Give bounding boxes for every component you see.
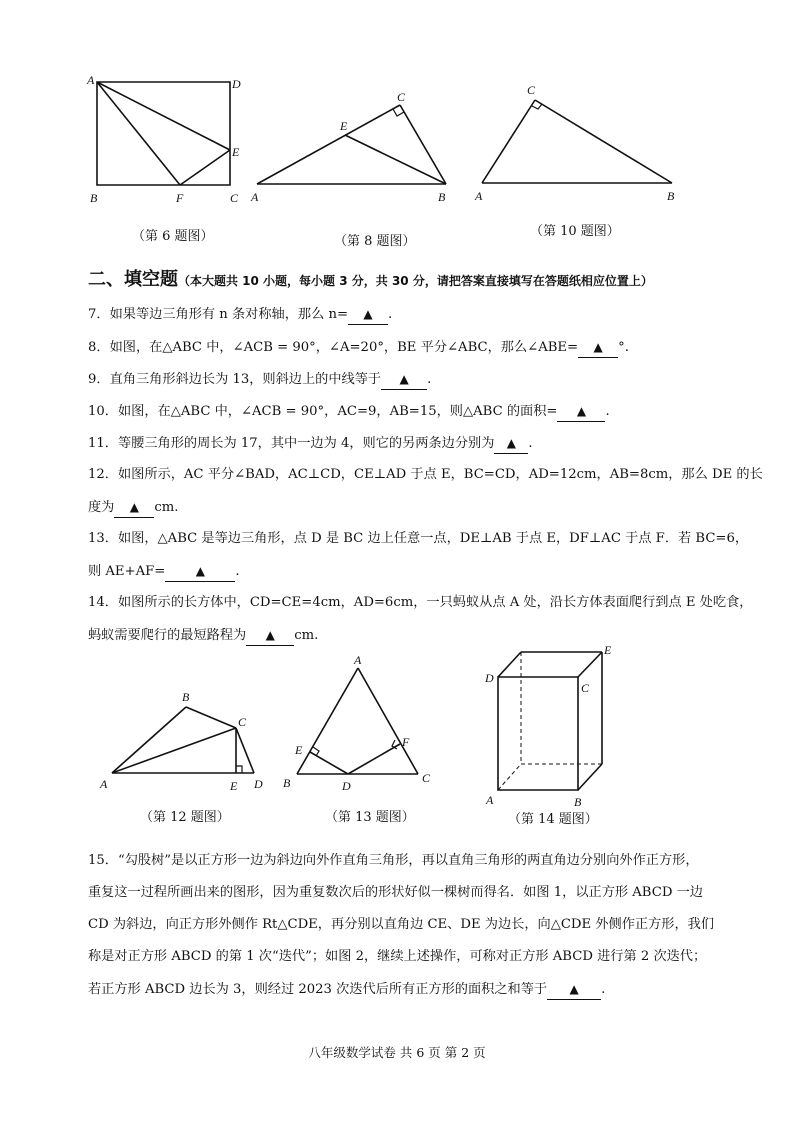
label-F: F — [176, 191, 184, 205]
label-A: A — [251, 190, 259, 204]
figure-12-diagram — [96, 690, 276, 798]
answer-blank-14[interactable] — [246, 626, 294, 646]
question-9-text: 9．直角三角形斜边长为 13，则斜边上的中线等于 — [88, 372, 382, 387]
label-D: D — [254, 777, 263, 791]
question-14 — [88, 594, 752, 612]
label-B: B — [667, 189, 675, 203]
label-E: E — [604, 643, 612, 657]
answer-mark: ▲ — [576, 404, 587, 418]
label-B: B — [90, 191, 98, 205]
question-12 — [88, 466, 763, 484]
question-15-cont-4: 若正方形 ABCD 边长为 3，则经过 2023 次迭代后所有正方形的面积之和等于 ▲ . — [88, 980, 605, 1000]
question-14-unit: cm. — [294, 628, 319, 643]
question-12-unit: cm. — [154, 500, 179, 515]
label-A: A — [475, 189, 483, 203]
question-8 — [88, 338, 629, 358]
figure-14-caption: （第 14 题图） — [508, 812, 598, 827]
question-8-text: 8．如图，在△ABC 中，∠ACB = 90°，∠A=20°，BE 平分∠ABC，那么∠ABE= — [88, 340, 579, 355]
label-B: B — [283, 776, 291, 790]
question-12-cont — [88, 498, 178, 518]
question-11-text: 11．等腰三角形的周长为 17，其中一边为 4，则它的另两条边分别为 — [88, 436, 495, 451]
figure-8-caption: （第 8 题图） — [334, 234, 416, 249]
answer-blank-10[interactable] — [557, 402, 605, 422]
question-15-text-4: 称是对正方形 ABCD 的第 1 次“迭代”；如图 2，继续上述操作，可称对正方形 ABCD 进行第 2 次迭代； — [88, 949, 707, 964]
answer-blank-8[interactable] — [578, 338, 618, 358]
answer-blank-13[interactable] — [165, 562, 235, 582]
label-D: D — [232, 77, 241, 91]
label-E: E — [295, 743, 303, 757]
question-14-text: 14．如图所示的长方体中，CD=CE=4cm，AD=6cm，一只蚂蚁从点 A 处，沿长方体表面爬行到点 E 处吃食， — [88, 595, 753, 610]
question-13-text: 13．如图，△ABC 是等边三角形，点 D 是 BC 边上任意一点，DE⊥AB 于点 E，DF⊥AC 于点 F．若 BC=6， — [88, 531, 749, 546]
label-D: D — [342, 779, 351, 793]
question-11: 11．等腰三角形的周长为 17，其中一边为 4，则它的另两条边分别为 ▲ . — [88, 434, 533, 454]
answer-blank-12[interactable] — [114, 498, 154, 518]
question-15-cont-3 — [88, 948, 706, 966]
question-14-text-2: 蚂蚁需要爬行的最短路程为 — [88, 628, 247, 643]
figure-6-caption: （第 6 题图） — [132, 229, 214, 244]
question-12-text-2: 度为 — [88, 500, 115, 515]
answer-blank-15[interactable] — [547, 980, 601, 1000]
question-14-cont — [88, 626, 318, 646]
question-7-text: 7．如果等边三角形有 n 条对称轴，那么 n= — [88, 307, 349, 322]
label-A: A — [354, 653, 362, 667]
question-8-unit: °. — [618, 340, 629, 355]
question-13-text-2: 则 AE+AF= — [88, 564, 166, 579]
page-footer: 八年级数学试卷 共 6 页 第 2 页 — [308, 1045, 486, 1060]
question-15-text-2: 重复这一过程所画出来的图形，因为重复数次后的形状好似一棵树而得名．如图 1，以正方形 ABCD 一边 — [88, 885, 703, 900]
answer-mark: ▲ — [363, 307, 373, 321]
answer-mark: ▲ — [506, 436, 517, 450]
question-13-cont: 则 AE+AF= ▲ . — [88, 562, 240, 582]
question-10-text: 10．如图，在△ABC 中，∠ACB = 90°，AC=9，AB=15，则△ABC 的面积= — [88, 404, 558, 419]
figure-13 — [280, 652, 440, 792]
section-note: （本大题共 10 小题，每小题 3 分，共 30 分，请把答案直接填写在答题纸相应位置上） — [178, 274, 653, 288]
label-C: C — [581, 681, 590, 695]
question-7: 7．如果等边三角形有 n 条对称轴，那么 n= ▲ . — [88, 305, 392, 325]
label-B: B — [182, 690, 190, 704]
answer-mark: ▲ — [593, 340, 603, 354]
label-B: B — [574, 795, 582, 809]
label-C: C — [422, 771, 431, 785]
answer-blank-7[interactable] — [348, 305, 388, 325]
label-A: A — [87, 73, 95, 87]
label-C: C — [230, 191, 239, 205]
answer-mark: ▲ — [195, 564, 205, 578]
label-E: E — [340, 119, 348, 133]
figure-10 — [470, 80, 685, 210]
label-C: C — [238, 715, 247, 729]
label-A: A — [486, 793, 494, 807]
label-C: C — [527, 83, 536, 97]
label-E: E — [230, 779, 238, 793]
label-A: A — [100, 777, 108, 791]
question-15-text-3: CD 为斜边，向正方形外侧作 Rt△CDE，再分别以直角边 CE、DE 为边长，向△CDE 外侧作正方形，我们 — [88, 917, 715, 932]
figure-14 — [478, 640, 628, 808]
figure-6 — [85, 70, 250, 210]
figure-14-diagram — [478, 640, 628, 808]
label-E: E — [232, 145, 240, 159]
question-15-text-1: 15．“勾股树”是以正方形一边为斜边向外作直角三角形，再以直角三角形的两直角边分别向外作正方形， — [88, 853, 699, 868]
figure-13-caption: （第 13 题图） — [325, 810, 415, 825]
label-C: C — [397, 90, 406, 104]
answer-blank-11[interactable] — [494, 434, 528, 454]
answer-blank-9[interactable] — [381, 370, 427, 390]
question-15-cont-2 — [88, 916, 714, 934]
question-13 — [88, 530, 748, 548]
section-heading — [88, 265, 653, 291]
question-10: 10．如图，在△ABC 中，∠ACB = 90°，AC=9，AB=15，则△ABC 的面积= ▲ . — [88, 402, 610, 422]
figure-6-diagram — [85, 70, 250, 210]
question-15-cont-1 — [88, 884, 703, 902]
figure-10-caption: （第 10 题图） — [530, 224, 620, 239]
figure-10-diagram — [470, 80, 685, 210]
label-D: D — [485, 671, 494, 685]
label-F: F — [402, 735, 410, 749]
question-15 — [88, 852, 699, 870]
answer-mark: ▲ — [129, 500, 139, 514]
figure-8 — [248, 88, 463, 213]
answer-mark: ▲ — [265, 628, 275, 642]
answer-mark: ▲ — [399, 372, 409, 386]
figure-12 — [96, 690, 276, 798]
question-12-text: 12．如图所示，AC 平分∠BAD，AC⊥CD，CE⊥AD 于点 E，BC=CD，AD=12cm，AB=8cm，那么 DE 的长 — [88, 467, 763, 482]
question-15-text-5: 若正方形 ABCD 边长为 3，则经过 2023 次迭代后所有正方形的面积之和等于 — [88, 982, 548, 997]
question-9: 9．直角三角形斜边长为 13，则斜边上的中线等于 ▲ . — [88, 370, 431, 390]
section-title: 二、填空题 — [88, 269, 178, 290]
figure-12-caption: （第 12 题图） — [140, 810, 230, 825]
answer-mark: ▲ — [569, 982, 579, 996]
label-B: B — [438, 190, 446, 204]
figure-8-diagram — [248, 88, 463, 213]
figure-13-diagram — [280, 652, 440, 792]
